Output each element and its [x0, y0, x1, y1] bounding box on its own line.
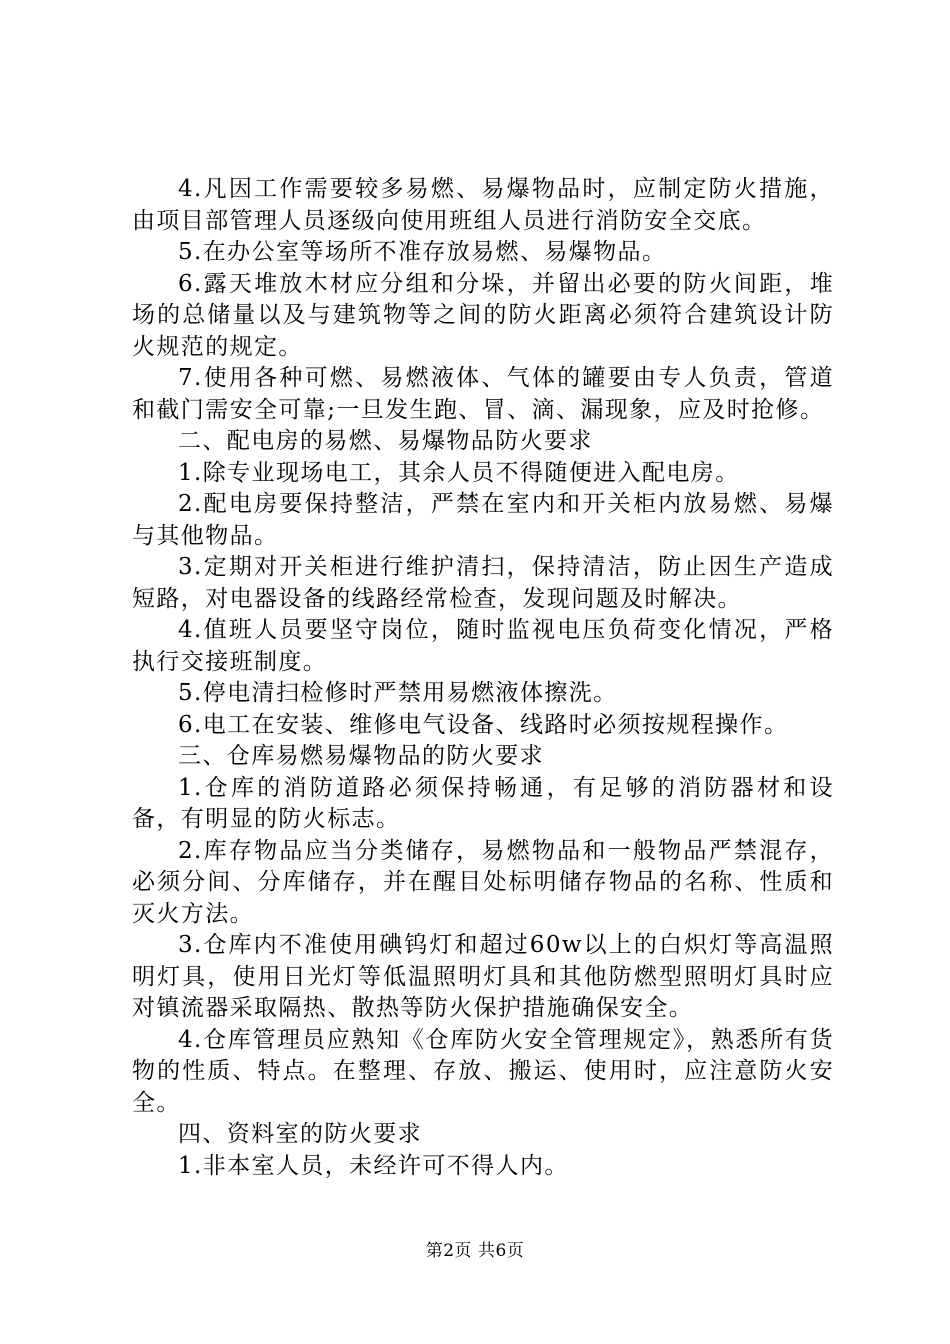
section-heading-2: 二、配电房的易燃、易爆物品防火要求 [178, 428, 593, 454]
paragraph-item-2-1: 1.除专业现场电工，其余人员不得随便进入配电房。 [178, 459, 740, 486]
paragraph-item-2-5: 5.停电清扫检修时严禁用易燃液体擦洗。 [178, 680, 618, 706]
paragraph-item-3-4: 4.仓库管理员应熟知《仓库防火安全管理规定》，熟悉所有货物的性质、特点。在整理、存放、搬运、使用时，应注意防火安全。 [132, 1026, 834, 1116]
paragraph-item-4: 4.凡因工作需要较多易燃、易爆物品时，应制定防火措施，由项目部管理人员逐级向使用班组人员进行消防安全交底。 [132, 176, 834, 234]
document-body [132, 174, 834, 1182]
paragraph-item-2-4: 4.值班人员要坚守岗位，随时监视电压负荷变化情况，严格执行交接班制度。 [132, 617, 834, 675]
paragraph-item-3-2: 2.库存物品应当分类储存，易燃物品和一般物品严禁混存，必须分间、分库储存，并在醒目处标明储存物品的名称、性质和灭火方法。 [132, 837, 834, 927]
paragraph-item-2-6: 6.电工在安装、维修电气设备、线路时必须按规程操作。 [178, 711, 789, 738]
paragraph-item-4-1: 1.非本室人员，未经许可不得人内。 [178, 1152, 569, 1179]
section-heading-3: 三、仓库易燃易爆物品的防火要求 [178, 743, 544, 769]
paragraph-item-5: 5.在办公室等场所不准存放易燃、易爆物品。 [178, 239, 667, 265]
section-heading-4: 四、资料室的防火要求 [178, 1121, 422, 1147]
paragraph-item-6: 6.露天堆放木材应分组和分垛，并留出必要的防火间距，堆场的总储量以及与建筑物等之间的防火距离必须符合建筑设计防火规范的规定。 [132, 270, 834, 360]
paragraph-item-3-3: 3.仓库内不准使用碘钨灯和超过60w以上的白炽灯等高温照明灯具，使用日光灯等低温照明灯具和其他防燃型照明灯具时应对镇流器采取隔热、散热等防火保护措施确保安全。 [132, 932, 834, 1021]
paragraph-item-7: 7.使用各种可燃、易燃液体、气体的罐要由专人负责，管道和截门需安全可靠;一旦发生跑、冒、滴、漏现象，应及时抢修。 [132, 365, 834, 423]
paragraph-item-2-2: 2.配电房要保持整洁，严禁在室内和开关柜内放易燃、易爆与其他物品。 [132, 491, 834, 549]
paragraph-item-3-1: 1.仓库的消防道路必须保持畅通，有足够的消防器材和设备，有明显的防火标志。 [132, 774, 834, 832]
page-footer: 第2页 共6页 [425, 1241, 525, 1261]
paragraph-item-2-3: 3.定期对开关柜进行维护清扫，保持清洁，防止因生产造成短路，对电器设备的线路经常检查，发现问题及时解决。 [132, 554, 834, 612]
